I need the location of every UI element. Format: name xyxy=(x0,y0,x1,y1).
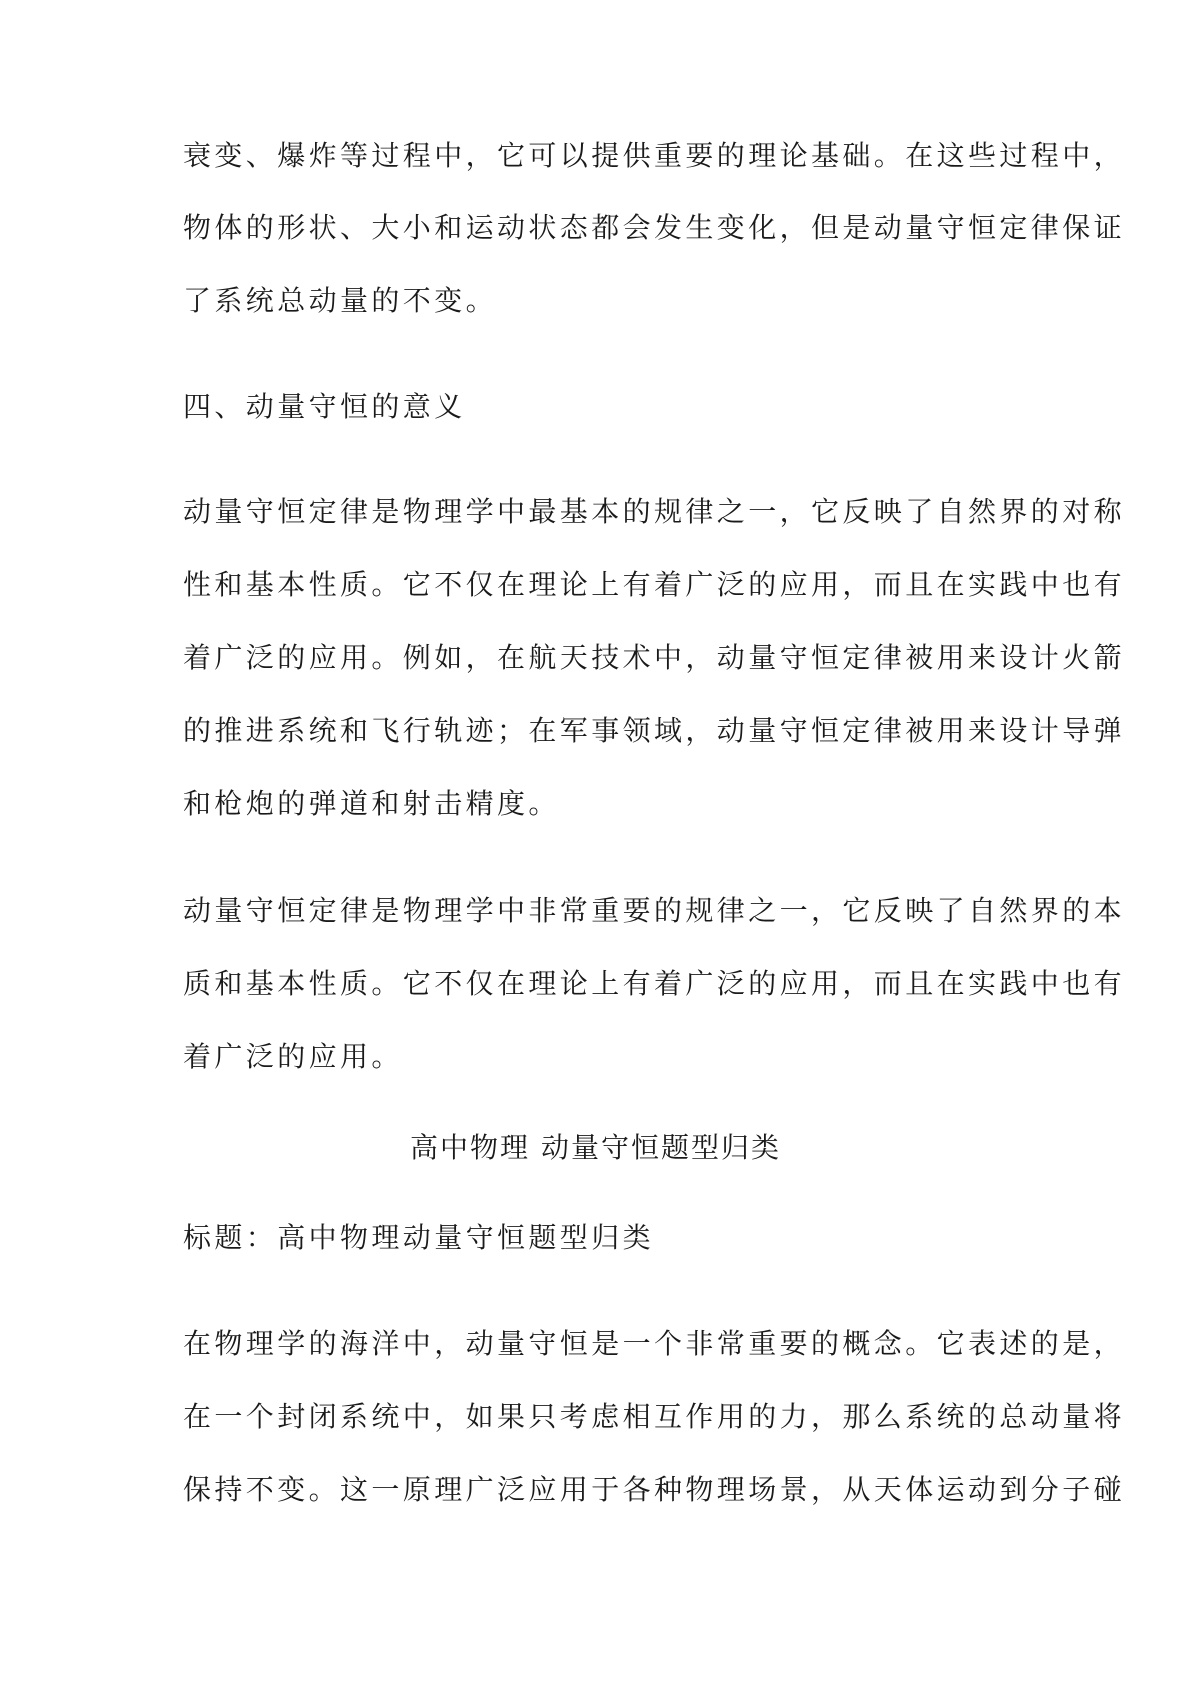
subtitle-line: 标题：高中物理动量守恒题型归类 xyxy=(183,1221,655,1254)
paragraph-line: 保持不变。这一原理广泛应用于各种物理场景，从天体运动到分子碰 xyxy=(183,1473,1126,1506)
paragraph-line: 在一个封闭系统中，如果只考虑相互作用的力，那么系统的总动量将 xyxy=(183,1400,1126,1433)
paragraph-line: 动量守恒定律是物理学中最基本的规律之一，它反映了自然界的对称 xyxy=(183,495,1126,528)
paragraph-line: 着广泛的应用。例如，在航天技术中，动量守恒定律被用来设计火箭 xyxy=(183,641,1126,674)
document-title: 高中物理 动量守恒题型归类 xyxy=(410,1131,781,1164)
paragraph-line: 着广泛的应用。 xyxy=(183,1040,403,1073)
paragraph-line: 在物理学的海洋中，动量守恒是一个非常重要的概念。它表述的是， xyxy=(183,1327,1126,1360)
paragraph-line: 性和基本性质。它不仅在理论上有着广泛的应用，而且在实践中也有 xyxy=(183,568,1126,601)
section-heading: 四、动量守恒的意义 xyxy=(183,390,466,423)
paragraph-line: 衰变、爆炸等过程中，它可以提供重要的理论基础。在这些过程中， xyxy=(183,139,1126,172)
paragraph-line: 和枪炮的弹道和射击精度。 xyxy=(183,787,560,820)
paragraph-line: 物体的形状、大小和运动状态都会发生变化，但是动量守恒定律保证 xyxy=(183,211,1126,244)
paragraph-line: 了系统总动量的不变。 xyxy=(183,284,498,317)
paragraph-line: 质和基本性质。它不仅在理论上有着广泛的应用，而且在实践中也有 xyxy=(183,967,1126,1000)
paragraph-line: 的推进系统和飞行轨迹；在军事领域，动量守恒定律被用来设计导弹 xyxy=(183,714,1126,747)
paragraph-line: 动量守恒定律是物理学中非常重要的规律之一，它反映了自然界的本 xyxy=(183,894,1126,927)
